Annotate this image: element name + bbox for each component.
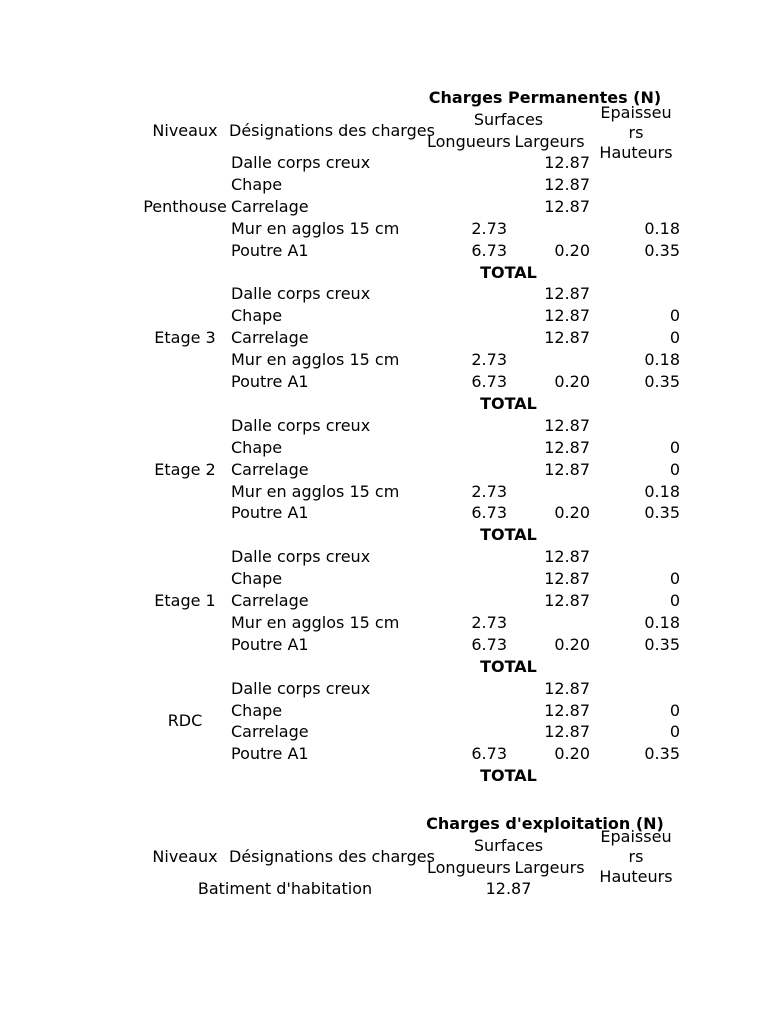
longueur-cell xyxy=(427,152,507,174)
designation-cell: Mur en agglos 15 cm xyxy=(231,481,400,501)
niveau-label: Etage 1 xyxy=(154,591,216,610)
designation-cell: Chape xyxy=(231,306,283,326)
longueur-cell xyxy=(427,590,507,612)
longueur-cell: 6.73 xyxy=(471,240,507,260)
longueur-cell xyxy=(427,721,507,743)
hauteur-cell xyxy=(592,283,680,305)
designation-cell: Carrelage xyxy=(231,591,309,610)
header-surfaces-exploitation: Surfaces xyxy=(473,836,544,855)
header-niveaux-exploitation: Niveaux xyxy=(152,847,218,866)
hauteur-cell: 0 xyxy=(669,700,680,720)
niveau-label: Penthouse xyxy=(143,196,227,216)
largeur-cell: 12.87 xyxy=(544,328,590,348)
largeur-cell: 12.87 xyxy=(544,547,590,567)
largeur-cell: 12.87 xyxy=(544,700,590,720)
largeur-cell xyxy=(509,481,590,503)
longueur-cell xyxy=(427,459,507,481)
designation-cell: Carrelage xyxy=(231,722,309,742)
header-hauteurs: Hauteurs xyxy=(599,867,673,886)
hauteur-cell: 0.35 xyxy=(644,240,680,260)
header-epaisseurs: Epaisseu xyxy=(600,827,672,846)
hauteur-cell: 0 xyxy=(669,722,680,742)
designation-cell: Mur en agglos 15 cm xyxy=(231,218,400,238)
designation-cell: Poutre A1 xyxy=(231,634,309,654)
largeur-cell: 12.87 xyxy=(544,459,590,479)
designation-cell: Poutre A1 xyxy=(231,372,309,391)
hauteur-cell: 0 xyxy=(669,328,680,348)
hauteur-cell: 0.35 xyxy=(644,634,680,654)
hauteur-cell xyxy=(592,152,680,174)
designation-cell: Chape xyxy=(231,700,283,720)
longueur-cell xyxy=(427,174,507,196)
hauteur-cell: 0.35 xyxy=(644,372,680,391)
largeur-cell: 12.87 xyxy=(544,153,590,172)
hauteur-cell: 0.18 xyxy=(644,612,680,632)
hauteur-cell: 0.35 xyxy=(644,744,680,764)
largeur-cell: 12.87 xyxy=(544,569,590,589)
largeur-cell: 0.20 xyxy=(554,744,590,764)
largeur-cell xyxy=(509,349,590,371)
niveau-label: RDC xyxy=(167,711,203,731)
header-longueurs: Longueurs xyxy=(427,132,511,151)
largeur-cell: 12.87 xyxy=(544,437,590,457)
longueur-cell xyxy=(427,700,507,722)
designation-cell: Poutre A1 xyxy=(231,240,309,260)
hauteur-cell xyxy=(592,174,680,196)
longueur-cell xyxy=(427,437,507,459)
largeur-cell: 12.87 xyxy=(544,678,590,698)
designation-cell: Mur en agglos 15 cm xyxy=(231,612,400,632)
designation-cell: Poutre A1 xyxy=(231,744,309,764)
largeur-cell: 12.87 xyxy=(544,415,590,435)
header-epaisseurs-suffix: rs xyxy=(628,123,644,142)
longueur-cell xyxy=(427,283,507,305)
longueur-cell xyxy=(427,546,507,568)
hauteur-cell xyxy=(592,678,680,700)
largeur-cell: 12.87 xyxy=(544,591,590,610)
hauteur-cell: 0.18 xyxy=(644,481,680,501)
exploitation-surface-value: 12.87 xyxy=(485,879,532,898)
niveau-label: Etage 3 xyxy=(154,328,216,348)
designation-cell: Mur en agglos 15 cm xyxy=(231,350,400,370)
largeur-cell: 12.87 xyxy=(544,722,590,742)
total-label: TOTAL xyxy=(480,525,537,545)
longueur-cell xyxy=(427,568,507,590)
designation-cell: Dalle corps creux xyxy=(231,284,371,304)
header-largeurs: Largeurs xyxy=(514,132,585,151)
largeur-cell xyxy=(509,218,590,240)
charges-permanentes-title: Charges Permanentes (N) xyxy=(428,88,662,107)
longueur-cell xyxy=(427,415,507,437)
largeur-cell: 12.87 xyxy=(544,284,590,304)
longueur-cell: 6.73 xyxy=(471,744,507,764)
designation-cell: Poutre A1 xyxy=(231,503,309,523)
total-label: TOTAL xyxy=(480,393,537,413)
header-epaisseurs-suffix: rs xyxy=(628,847,644,866)
header-surfaces: Surfaces xyxy=(473,110,544,129)
header-epaisseurs: Epaisseu xyxy=(600,103,672,122)
designation-cell: Carrelage xyxy=(231,459,309,479)
niveau-label: Etage 2 xyxy=(154,459,216,479)
hauteur-cell: 0.18 xyxy=(644,218,680,238)
header-niveaux: Niveaux xyxy=(152,121,218,140)
hauteur-cell: 0 xyxy=(669,591,680,610)
longueur-cell: 2.73 xyxy=(471,612,507,632)
charges-exploitation-title: Charges d'exploitation (N) xyxy=(426,814,664,833)
largeur-cell: 0.20 xyxy=(554,503,590,523)
designation-cell: Carrelage xyxy=(231,196,309,216)
designation-cell: Dalle corps creux xyxy=(231,415,371,435)
longueur-cell: 2.73 xyxy=(471,218,507,238)
header-hauteurs: Hauteurs xyxy=(599,143,673,162)
hauteur-cell: 0 xyxy=(669,437,680,457)
largeur-cell: 0.20 xyxy=(554,372,590,391)
longueur-cell: 6.73 xyxy=(471,634,507,654)
hauteur-cell xyxy=(592,546,680,568)
longueur-cell: 2.73 xyxy=(471,481,507,501)
hauteur-cell xyxy=(592,196,680,218)
longueur-cell xyxy=(427,196,507,218)
designation-cell: Dalle corps creux xyxy=(231,547,371,567)
header-designations: Désignations des charges xyxy=(229,121,435,140)
largeur-cell: 12.87 xyxy=(544,306,590,326)
hauteur-cell: 0.18 xyxy=(644,350,680,370)
longueur-cell xyxy=(427,327,507,349)
largeur-cell: 0.20 xyxy=(554,240,590,260)
hauteur-cell: 0 xyxy=(669,306,680,326)
header-longueurs-exploitation: Longueurs xyxy=(427,858,511,877)
hauteur-cell: 0 xyxy=(669,459,680,479)
longueur-cell: 6.73 xyxy=(471,372,507,391)
designation-cell: Carrelage xyxy=(231,328,309,348)
total-label: TOTAL xyxy=(480,656,537,676)
header-epaisseurs-hauteurs-exploitation xyxy=(592,827,680,887)
longueur-cell xyxy=(427,305,507,327)
header-designations-exploitation: Désignations des charges xyxy=(229,847,435,866)
header-epaisseurs-hauteurs xyxy=(592,103,680,162)
total-label: TOTAL xyxy=(480,262,537,282)
hauteur-cell: 0 xyxy=(669,569,680,589)
designation-cell: Chape xyxy=(231,569,283,589)
designation-cell: Dalle corps creux xyxy=(231,153,371,172)
largeur-cell: 12.87 xyxy=(544,196,590,216)
total-label: TOTAL xyxy=(480,766,537,786)
exploitation-designation: Batiment d'habitation xyxy=(197,879,373,898)
header-largeurs-exploitation: Largeurs xyxy=(514,858,585,877)
hauteur-cell: 0.35 xyxy=(644,503,680,523)
largeur-cell: 12.87 xyxy=(544,174,590,194)
designation-cell: Chape xyxy=(231,437,283,457)
largeur-cell: 0.20 xyxy=(554,634,590,654)
longueur-cell: 6.73 xyxy=(471,503,507,523)
hauteur-cell xyxy=(592,415,680,437)
largeur-cell xyxy=(509,612,590,634)
longueur-cell: 2.73 xyxy=(471,350,507,370)
designation-cell: Chape xyxy=(231,174,283,194)
longueur-cell xyxy=(427,678,507,700)
designation-cell: Dalle corps creux xyxy=(231,678,371,698)
